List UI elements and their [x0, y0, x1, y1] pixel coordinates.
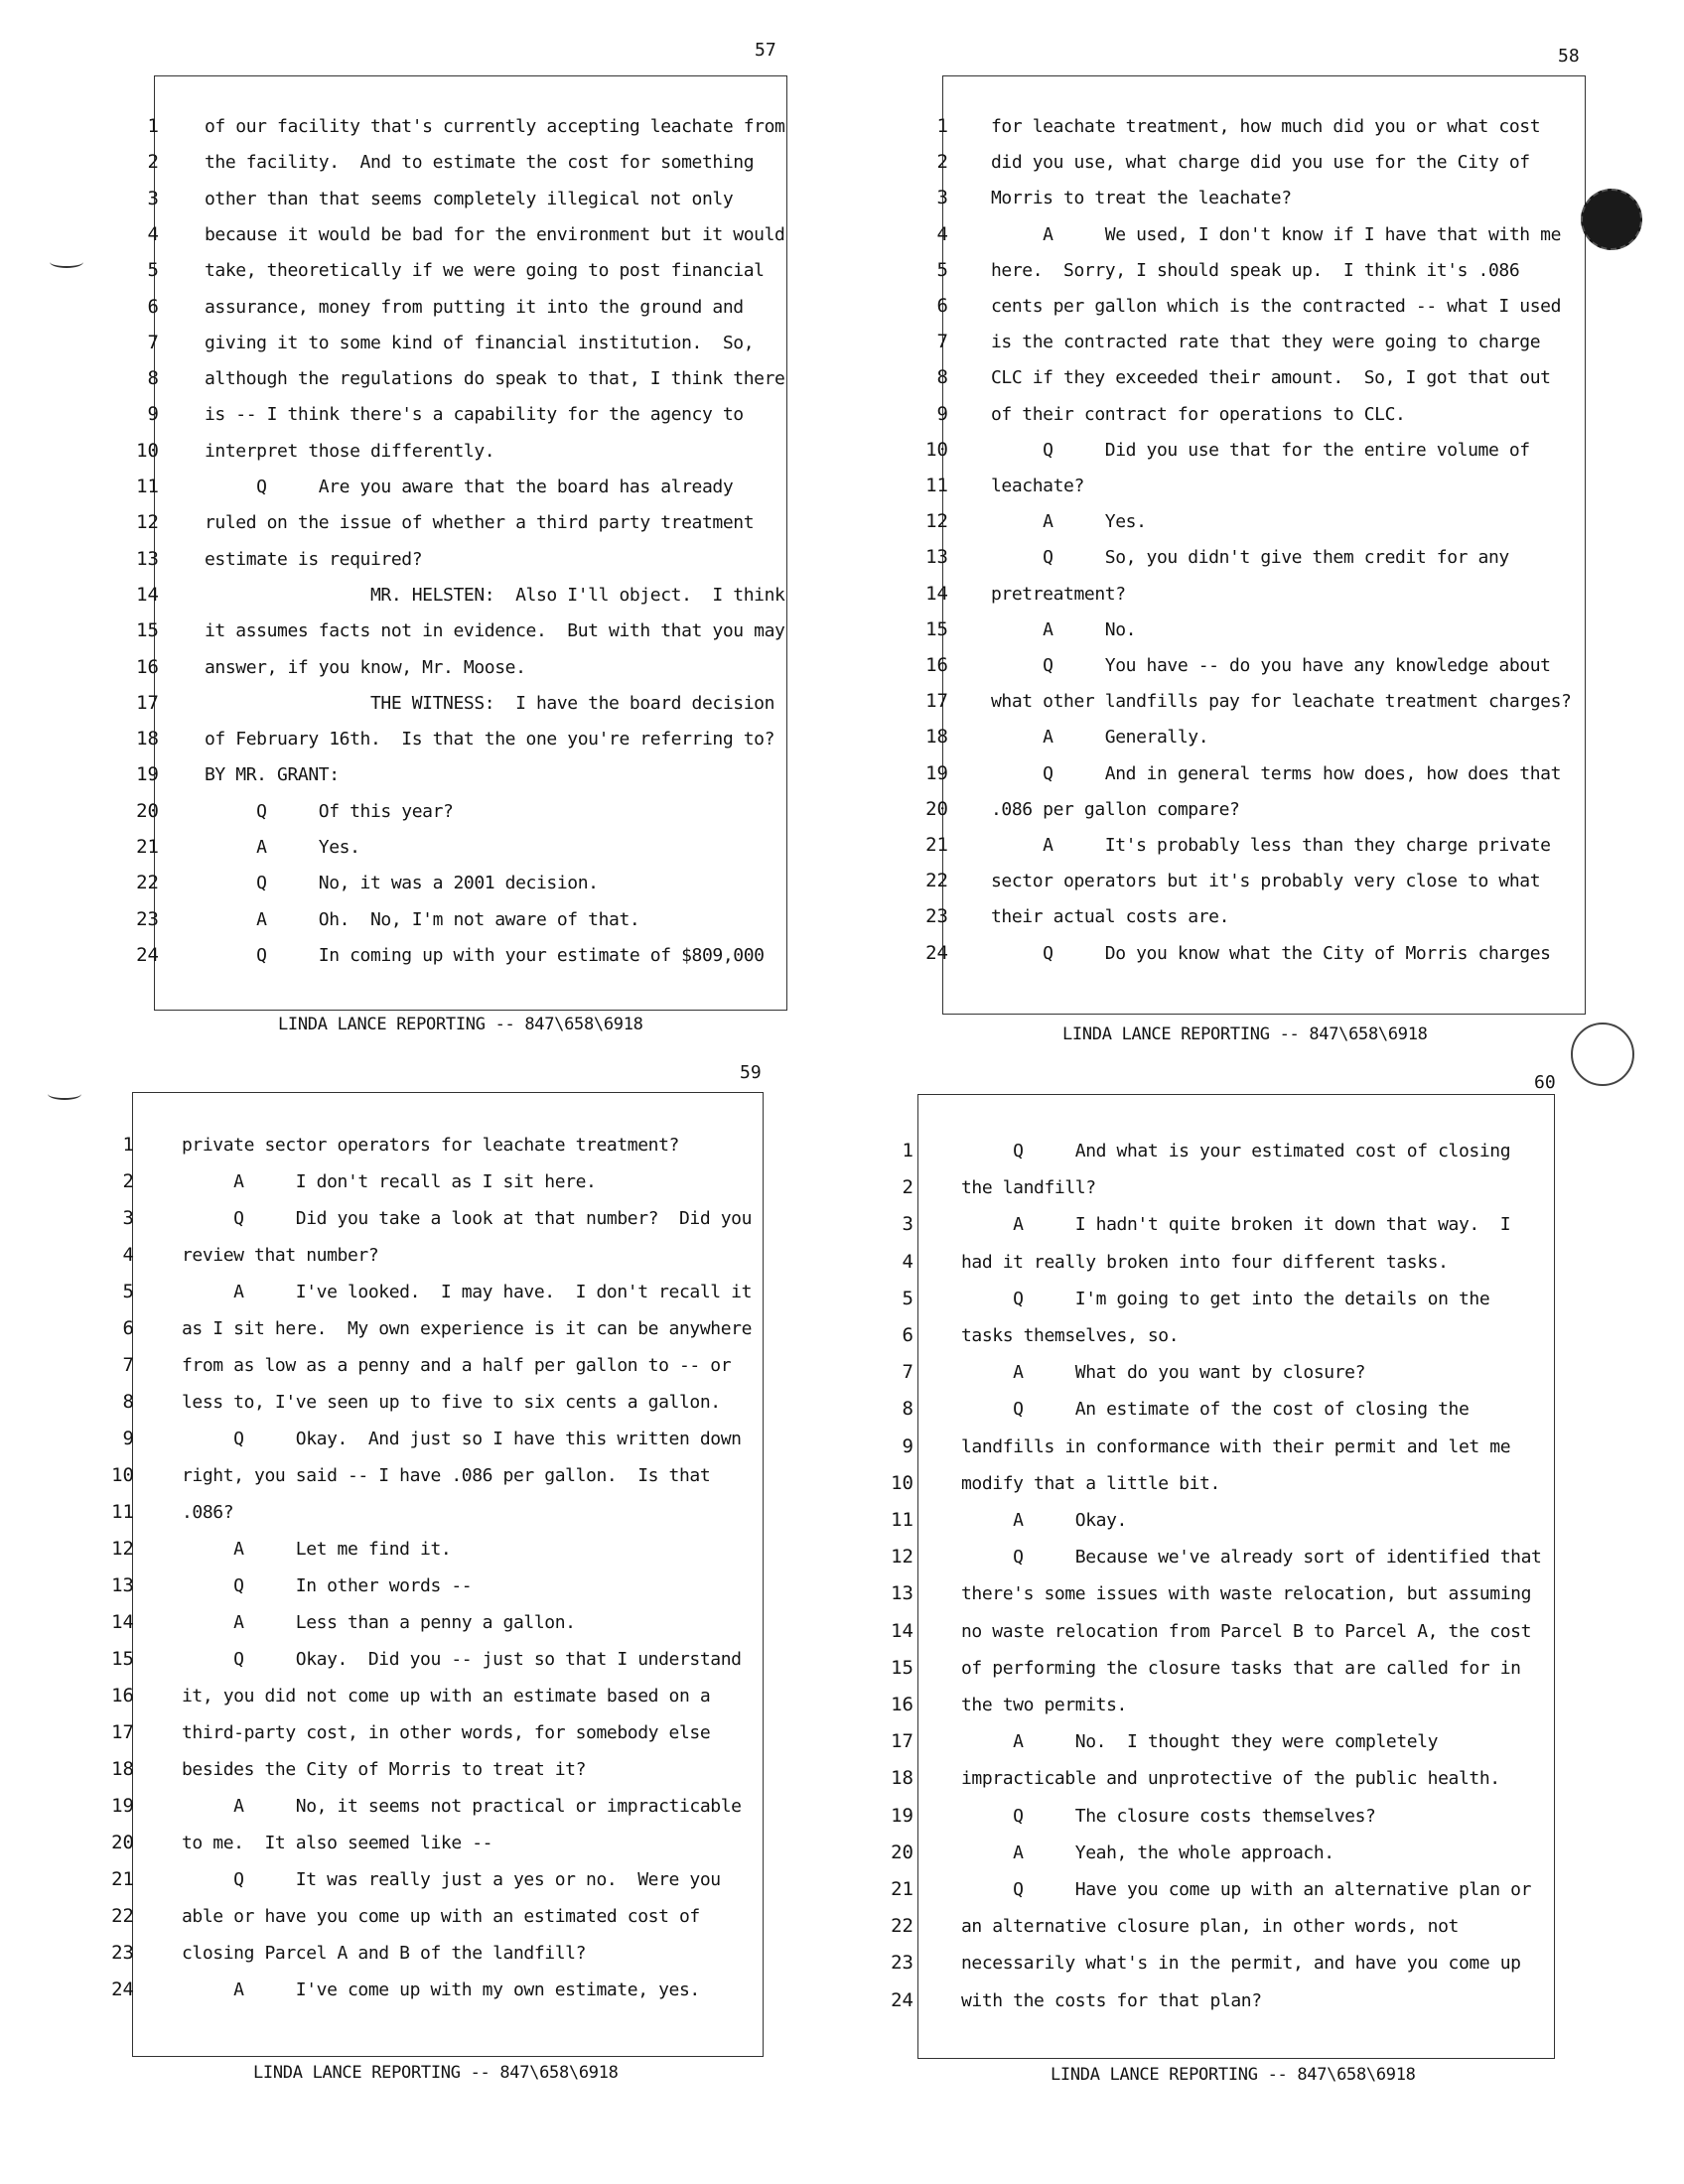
line-number: 20 — [925, 797, 948, 820]
transcript-line-text: impracticable and unprotective of the public health. — [961, 1768, 1500, 1790]
line-number: 1 — [936, 115, 948, 137]
line-number: 8 — [936, 366, 948, 389]
line-number: 12 — [111, 1538, 134, 1560]
transcript-line-text: THE WITNESS: I have the board decision — [205, 692, 775, 714]
transcript-line-text: pretreatment? — [991, 583, 1126, 605]
transcript-line-text: A I've come up with my own estimate, yes. — [182, 1979, 700, 2000]
line-number: 16 — [891, 1694, 913, 1715]
line-number: 11 — [111, 1501, 134, 1523]
line-number: 24 — [111, 1979, 134, 2000]
transcript-line-text: Q Did you use that for the entire volume of — [991, 439, 1530, 461]
line-number: 12 — [891, 1546, 913, 1569]
transcript-line-text: is the contracted rate that they were going to charge — [991, 332, 1541, 353]
line-number: 18 — [891, 1767, 913, 1790]
line-number: 3 — [147, 187, 159, 209]
transcript-line-text: less to, I've seen up to five to six cents a gallon. — [182, 1392, 721, 1413]
transcript-line-text: modify that a little bit. — [961, 1472, 1220, 1494]
transcript-line-text: necessarily what's in the permit, and have you come up — [961, 1953, 1521, 1975]
transcript-line-text: estimate is required? — [205, 548, 423, 570]
transcript-line-text: A Yeah, the whole approach. — [961, 1842, 1334, 1863]
line-number: 23 — [111, 1942, 134, 1964]
line-number: 4 — [147, 222, 159, 245]
transcript-line-text: Q In other words -- — [182, 1575, 473, 1596]
transcript-page-59 — [94, 1062, 789, 2083]
line-number: 17 — [891, 1730, 913, 1753]
transcript-line-text: from as low as a penny and a half per gallon to -- or — [182, 1355, 732, 1376]
line-number: 18 — [136, 728, 159, 751]
line-number: 18 — [925, 726, 948, 749]
line-number: 21 — [925, 834, 948, 856]
line-number: 4 — [936, 222, 948, 245]
transcript-line-text: Q An estimate of the cost of closing the — [961, 1399, 1470, 1421]
line-number: 3 — [902, 1213, 913, 1236]
line-number: 23 — [925, 905, 948, 928]
line-number: 7 — [902, 1361, 913, 1384]
transcript-line-text: closing Parcel A and B of the landfill? — [182, 1943, 587, 1964]
margin-mark — [50, 256, 83, 268]
line-number: 14 — [925, 582, 948, 605]
transcript-line-text: of their contract for operations to CLC. — [991, 403, 1406, 425]
transcript-line-text: take, theoretically if we were going to post financial — [205, 260, 765, 282]
line-number: 13 — [136, 547, 159, 570]
line-number: 16 — [111, 1685, 134, 1706]
page-footer: LINDA LANCE REPORTING -- 847\658\6918 — [1051, 2065, 1416, 2085]
transcript-line-text: A Yes. — [991, 511, 1147, 533]
line-number: 7 — [936, 331, 948, 353]
transcript-line-text: their actual costs are. — [991, 906, 1230, 928]
line-number: 12 — [136, 511, 159, 534]
page-number: 60 — [1534, 1072, 1556, 1093]
line-number: 6 — [147, 295, 159, 318]
line-number: 8 — [147, 367, 159, 390]
transcript-line-text: Q Have you come up with an alternative plan or — [961, 1879, 1532, 1900]
line-number: 14 — [136, 583, 159, 606]
transcript-line-text: A I don't recall as I sit here. — [182, 1171, 597, 1192]
transcript-line-text: other than that seems completely illegical not only — [205, 188, 734, 209]
line-number: 7 — [147, 331, 159, 353]
transcript-line-text: landfills in conformance with their permit and let me — [961, 1435, 1511, 1457]
transcript-line-text: here. Sorry, I should speak up. I think it's .086 — [991, 259, 1520, 281]
transcript-line-text: A I've looked. I may have. I don't recall it — [182, 1282, 753, 1302]
line-number: 3 — [936, 187, 948, 209]
line-number: 13 — [891, 1582, 913, 1605]
transcript-line-text: for leachate treatment, how much did you or what cost — [991, 116, 1541, 137]
line-number: 21 — [111, 1868, 134, 1890]
transcript-line-text: it assumes facts not in evidence. But with that you may — [205, 620, 785, 642]
transcript-line-text: A It's probably less than they charge private — [991, 835, 1551, 856]
transcript-line-text: Q Of this year? — [205, 800, 454, 822]
transcript-line-text: Q Are you aware that the board has already — [205, 477, 734, 497]
transcript-line-text: ruled on the issue of whether a third party treatment — [205, 512, 755, 534]
transcript-line-text: an alternative closure plan, in other words, not — [961, 1916, 1459, 1938]
transcript-line-text: A Yes. — [205, 837, 360, 858]
line-number: 21 — [136, 836, 159, 858]
line-number: 7 — [122, 1354, 134, 1376]
line-number: 22 — [111, 1905, 134, 1927]
transcript-line-text: A Oh. No, I'm not aware of that. — [205, 908, 640, 930]
line-number: 17 — [136, 691, 159, 714]
line-number: 10 — [136, 439, 159, 462]
line-number: 23 — [891, 1952, 913, 1975]
page-footer: LINDA LANCE REPORTING -- 847\658\6918 — [253, 2063, 619, 2083]
line-number: 19 — [925, 761, 948, 784]
transcript-line-text: BY MR. GRANT: — [205, 764, 340, 786]
line-number: 22 — [136, 872, 159, 894]
line-number: 3 — [122, 1207, 134, 1229]
line-number: 15 — [891, 1656, 913, 1679]
line-number: 24 — [136, 943, 159, 966]
transcript-line-text: assurance, money from putting it into the ground and — [205, 296, 744, 318]
transcript-line-text: Q It was really just a yes or no. Were you — [182, 1869, 721, 1890]
transcript-line-text: what other landfills pay for leachate treatment charges? — [991, 691, 1572, 713]
page-number: 58 — [1558, 46, 1580, 67]
transcript-line-text: private sector operators for leachate treatment? — [182, 1135, 679, 1156]
transcript-line-text: right, you said -- I have .086 per gallon. Is that — [182, 1465, 711, 1486]
line-number: 13 — [111, 1574, 134, 1596]
transcript-line-text: A Less than a penny a gallon. — [182, 1612, 576, 1633]
line-number: 15 — [925, 617, 948, 640]
line-number: 11 — [891, 1509, 913, 1531]
line-number: 22 — [891, 1915, 913, 1938]
transcript-line-text: A I hadn't quite broken it down that way. I — [961, 1214, 1511, 1236]
line-number: 6 — [902, 1324, 913, 1346]
line-number: 16 — [925, 654, 948, 676]
line-number: 8 — [902, 1398, 913, 1421]
transcript-line-text: A Let me find it. — [182, 1539, 452, 1560]
line-number: 6 — [122, 1317, 134, 1339]
transcript-line-text: Q Did you take a look at that number? Did you — [182, 1208, 753, 1229]
transcript-line-text: third-party cost, in other words, for somebody else — [182, 1722, 711, 1743]
transcript-line-text: A No, it seems not practical or impracticable — [182, 1796, 742, 1817]
line-number: 5 — [122, 1281, 134, 1302]
transcript-line-text: giving it to some kind of financial institution. So, — [205, 332, 755, 353]
line-number: 9 — [936, 402, 948, 425]
transcript-line-text: review that number? — [182, 1245, 379, 1266]
transcript-line-text: Q So, you didn't give them credit for any — [991, 547, 1509, 569]
transcript-line-text: had it really broken into four different tasks. — [961, 1251, 1449, 1273]
transcript-line-text: sector operators but it's probably very close to what — [991, 871, 1541, 892]
transcript-page-58 — [909, 46, 1604, 1048]
transcript-line-text: Q Do you know what the City of Morris charges — [991, 942, 1551, 964]
transcript-line-text: Q And what is your estimated cost of closing — [961, 1141, 1511, 1161]
binder-hole-mark — [1581, 189, 1642, 250]
line-number: 10 — [891, 1471, 913, 1494]
line-number: 1 — [902, 1140, 913, 1161]
transcript-line-text: the two permits. — [961, 1695, 1127, 1715]
line-number: 17 — [111, 1721, 134, 1743]
line-number: 14 — [891, 1619, 913, 1642]
line-number: 4 — [902, 1250, 913, 1273]
line-number: 20 — [891, 1841, 913, 1863]
line-number: 9 — [147, 403, 159, 426]
line-number: 15 — [111, 1648, 134, 1670]
transcript-line-text: CLC if they exceeded their amount. So, I got that out — [991, 367, 1551, 389]
transcript-line-text: besides the City of Morris to treat it? — [182, 1759, 587, 1780]
line-number: 12 — [925, 510, 948, 533]
line-number: 19 — [111, 1795, 134, 1817]
transcript-line-text: A We used, I don't know if I have that with me — [991, 223, 1562, 245]
transcript-line-text: leachate? — [991, 476, 1084, 496]
transcript-line-text: of performing the closure tasks that are called for in — [961, 1657, 1521, 1679]
transcript-line-text: to me. It also seemed like -- — [182, 1833, 493, 1853]
transcript-line-text: Q And in general terms how does, how does that — [991, 762, 1562, 784]
line-number: 9 — [902, 1434, 913, 1457]
line-number: 20 — [111, 1832, 134, 1853]
transcript-line-text: Q The closure costs themselves? — [961, 1805, 1376, 1827]
line-number: 14 — [111, 1611, 134, 1633]
page-number: 57 — [755, 40, 776, 61]
binder-hole-ring — [1571, 1023, 1634, 1086]
transcript-line-text: with the costs for that plan? — [961, 1989, 1262, 2011]
transcript-line-text: of our facility that's currently accepting leachate from — [205, 116, 785, 137]
transcript-line-text: cents per gallon which is the contracted -- what I used — [991, 296, 1562, 317]
page-footer: LINDA LANCE REPORTING -- 847\658\6918 — [278, 1015, 643, 1034]
transcript-page-60 — [874, 1072, 1569, 2085]
transcript-line-text: A What do you want by closure? — [961, 1362, 1366, 1384]
line-number: 19 — [136, 763, 159, 786]
line-number: 20 — [136, 799, 159, 822]
line-number: 19 — [891, 1804, 913, 1827]
line-number: 13 — [925, 546, 948, 569]
transcript-line-text: A Okay. — [961, 1510, 1127, 1531]
transcript-line-text: .086? — [182, 1502, 234, 1523]
transcript-line-text: tasks themselves, so. — [961, 1325, 1180, 1346]
transcript-line-text: the landfill? — [961, 1177, 1096, 1199]
line-number: 2 — [936, 151, 948, 174]
line-number: 10 — [925, 438, 948, 461]
transcript-line-text: MR. HELSTEN: Also I'll object. I think — [205, 584, 785, 606]
line-number: 21 — [891, 1878, 913, 1900]
transcript-line-text: because it would be bad for the environment but it would — [205, 223, 785, 245]
transcript-line-text: of February 16th. Is that the one you're referring to? — [205, 729, 775, 751]
line-number: 9 — [122, 1428, 134, 1449]
transcript-line-text: as I sit here. My own experience is it can be anywhere — [182, 1318, 753, 1339]
transcript-line-text: is -- I think there's a capability for the agency to — [205, 404, 744, 426]
transcript-line-text: A Generally. — [991, 727, 1209, 749]
transcript-line-text: Q Okay. And just so I have this written down — [182, 1429, 742, 1449]
line-number: 1 — [122, 1134, 134, 1156]
line-number: 16 — [136, 655, 159, 678]
line-number: 4 — [122, 1244, 134, 1266]
line-number: 23 — [136, 907, 159, 930]
transcript-line-text: A No. I thought they were completely — [961, 1731, 1439, 1753]
transcript-line-text: Q In coming up with your estimate of $809,000 — [205, 944, 765, 966]
transcript-line-text: Morris to treat the leachate? — [991, 188, 1292, 209]
line-number: 11 — [925, 475, 948, 496]
line-number: 24 — [925, 941, 948, 964]
line-number: 8 — [122, 1391, 134, 1413]
line-number: 10 — [111, 1464, 134, 1486]
page-frame — [917, 1094, 1555, 2059]
line-number: 5 — [147, 259, 159, 282]
transcript-line-text: answer, if you know, Mr. Moose. — [205, 656, 526, 678]
line-number: 15 — [136, 619, 159, 642]
transcript-line-text: .086 per gallon compare? — [991, 798, 1240, 820]
transcript-line-text: interpret those differently. — [205, 440, 495, 462]
transcript-line-text: Q You have -- do you have any knowledge about — [991, 655, 1551, 676]
transcript-line-text: no waste relocation from Parcel B to Parcel A, the cost — [961, 1620, 1532, 1642]
transcript-line-text: there's some issues with waste relocation, but assuming — [961, 1583, 1532, 1605]
transcript-line-text: Q I'm going to get into the details on the — [961, 1288, 1490, 1309]
line-number: 18 — [111, 1758, 134, 1780]
transcript-line-text: able or have you come up with an estimated cost of — [182, 1906, 700, 1927]
line-number: 17 — [925, 690, 948, 713]
page-number: 59 — [740, 1062, 762, 1083]
transcript-line-text: Q Okay. Did you -- just so that I understand — [182, 1649, 742, 1670]
line-number: 5 — [936, 258, 948, 281]
line-number: 22 — [925, 870, 948, 892]
transcript-line-text: A No. — [991, 618, 1137, 640]
page-frame — [154, 75, 787, 1011]
line-number: 2 — [147, 151, 159, 174]
transcript-page-57 — [119, 40, 814, 1042]
line-number: 2 — [902, 1176, 913, 1199]
margin-mark — [48, 1088, 81, 1100]
line-number: 1 — [147, 115, 159, 137]
transcript-line-text: did you use, what charge did you use for the City of — [991, 152, 1530, 174]
transcript-line-text: it, you did not come up with an estimate based on a — [182, 1686, 711, 1706]
transcript-line-text: although the regulations do speak to that, I think there — [205, 368, 785, 390]
line-number: 5 — [902, 1287, 913, 1309]
line-number: 2 — [122, 1170, 134, 1192]
line-number: 11 — [136, 476, 159, 497]
line-number: 6 — [936, 295, 948, 317]
transcript-line-text: Q Because we've already sort of identified that — [961, 1547, 1542, 1569]
line-number: 24 — [891, 1988, 913, 2011]
page-footer: LINDA LANCE REPORTING -- 847\658\6918 — [1062, 1024, 1428, 1044]
transcript-line-text: the facility. And to estimate the cost for something — [205, 152, 755, 174]
transcript-line-text: Q No, it was a 2001 decision. — [205, 873, 599, 894]
